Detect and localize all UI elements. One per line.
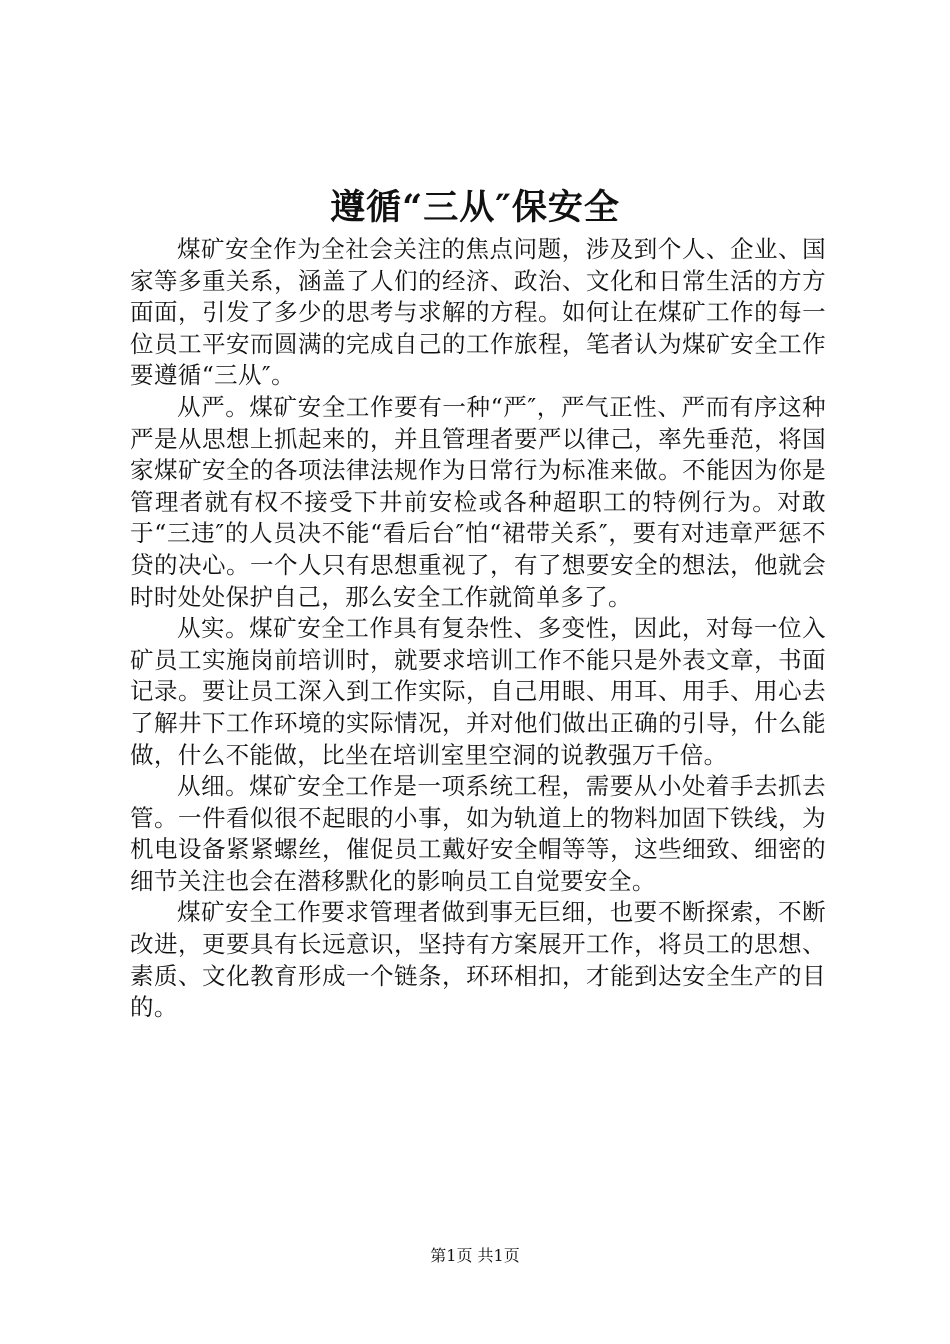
paragraph-practical: 从实。煤矿安全工作具有复杂性、多变性，因此，对每一位入矿员工实施岗前培训时，就要求培训工作不能只是外表文章，书面记录。要让员工深入到工作实际，自己用眼、用耳、用手、用心去了解井下工作环境的实际情况，并对他们做出正确的引导，什么能做，什么不能做，比坐在培训室里空洞的说教强万千倍。 (130, 614, 826, 769)
paragraph-conclusion: 煤矿安全工作要求管理者做到事无巨细，也要不断探索，不断改进，更要具有长远意识，坚持有方案展开工作，将员工的思想、素质、文化教育形成一个链条，环环相扣，才能到达安全生产的目的。 (130, 898, 826, 1022)
paragraph-intro: 煤矿安全作为全社会关注的焦点问题，涉及到个人、企业、国家等多重关系，涵盖了人们的经济、政治、文化和日常生活的方方面面，引发了多少的思考与求解的方程。如何让在煤矿工作的每一位员工平安而圆满的完成自己的工作旅程，笔者认为煤矿安全工作要遵循“三从″。 (130, 235, 826, 390)
document-body (130, 234, 826, 1024)
paragraph-strict: 从严。煤矿安全工作要有一种“严″，严气正性、严而有序这种严是从思想上抓起来的，并且管理者要严以律己，率先垂范，将国家煤矿安全的各项法律法规作为日常行为标准来做。不能因为你是管理者就有权不接受下井前安检或各种超职工的特例行为。对敢于“三违″的人员决不能“看后台″怕“裙带关系″，要有对违章严惩不贷的决心。一个人只有思想重视了，有了想要安全的想法，他就会时时处处保护自己，那么安全工作就简单多了。 (130, 392, 826, 611)
page-number-footer: 第1页 共1页 (430, 1246, 520, 1265)
document-title: 遵循“三从″保安全 (330, 187, 620, 228)
paragraph-detailed: 从细。煤矿安全工作是一项系统工程，需要从小处着手去抓去管。一件看似很不起眼的小事，如为轨道上的物料加固下铁线，为机电设备紧紧螺丝，催促员工戴好安全帽等等，这些细致、细密的细节关注也会在潜移默化的影响员工自觉要安全。 (130, 772, 826, 895)
